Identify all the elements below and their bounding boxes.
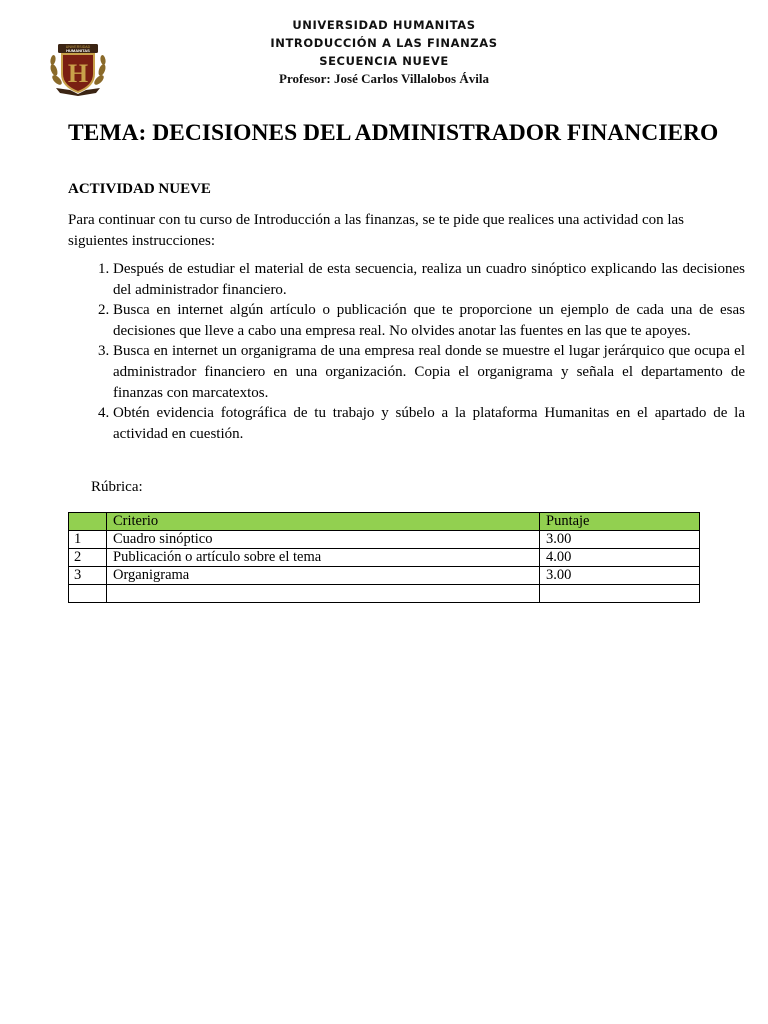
row-number: 3 bbox=[69, 567, 107, 585]
table-row-empty bbox=[69, 585, 700, 603]
intro-paragraph: Para continuar con tu curso de Introducción a las finanzas, se te pide que realices una actividad con las siguientes instrucciones: bbox=[68, 212, 685, 249]
course-name: INTRODUCCIÓN A LAS FINANZAS bbox=[270, 36, 498, 50]
row-puntaje: 3.00 bbox=[540, 531, 700, 549]
list-item: 3. Busca en internet un organigrama de una empresa real donde se muestre el lugar jerárquico que ocupa el administrador financiero en una organización. Copia el organigrama y señala el departamento de finanzas con marcatextos. bbox=[113, 341, 745, 403]
row-puntaje bbox=[540, 585, 700, 603]
svg-text:H: H bbox=[67, 59, 89, 88]
professor-name: Profesor: José Carlos Villalobos Ávila bbox=[279, 71, 489, 86]
list-item: 2. Busca en internet algún artículo o publicación que te proporcione un ejemplo de cada una de esas decisiones que lleve a cabo una empresa real. No olvides anotar las fuentes en las que te apoyes. bbox=[113, 300, 745, 341]
table-row bbox=[69, 531, 700, 549]
list-item: 1. Después de estudiar el material de esta secuencia, realiza un cuadro sinóptico explicando las decisiones del administrador financiero. bbox=[113, 259, 745, 300]
rubric-label: Rúbrica: bbox=[91, 479, 143, 495]
row-criterio: Organigrama bbox=[107, 567, 540, 585]
column-header-number bbox=[69, 513, 107, 531]
table-row bbox=[69, 549, 700, 567]
row-number: 2 bbox=[69, 549, 107, 567]
row-puntaje: 3.00 bbox=[540, 567, 700, 585]
table-row bbox=[69, 567, 700, 585]
svg-text:HUMANITAS: HUMANITAS bbox=[66, 48, 90, 53]
column-header-puntaje: Puntaje bbox=[540, 513, 700, 531]
row-puntaje: 4.00 bbox=[540, 549, 700, 567]
university-logo bbox=[48, 40, 108, 96]
table-header-row bbox=[69, 513, 700, 531]
row-number bbox=[69, 585, 107, 603]
row-criterio bbox=[107, 585, 540, 603]
rubric-table bbox=[68, 512, 700, 603]
page-title: TEMA: DECISIONES DEL ADMINISTRADOR FINANCIERO bbox=[68, 120, 719, 146]
row-criterio: Publicación o artículo sobre el tema bbox=[107, 549, 540, 567]
activity-title: ACTIVIDAD NUEVE bbox=[68, 181, 211, 197]
sequence-name: SECUENCIA NUEVE bbox=[319, 54, 449, 68]
svg-text:UNIVERSIDAD: UNIVERSIDAD bbox=[65, 45, 91, 49]
row-criterio: Cuadro sinóptico bbox=[107, 531, 540, 549]
university-name: UNIVERSIDAD HUMANITAS bbox=[292, 18, 476, 32]
list-item: 4. Obtén evidencia fotográfica de tu trabajo y súbelo a la plataforma Humanitas en el apartado de la actividad en cuestión. bbox=[113, 403, 745, 444]
instructions-list bbox=[68, 259, 745, 444]
document-header bbox=[0, 16, 768, 88]
column-header-criterio: Criterio bbox=[107, 513, 540, 531]
row-number: 1 bbox=[69, 531, 107, 549]
